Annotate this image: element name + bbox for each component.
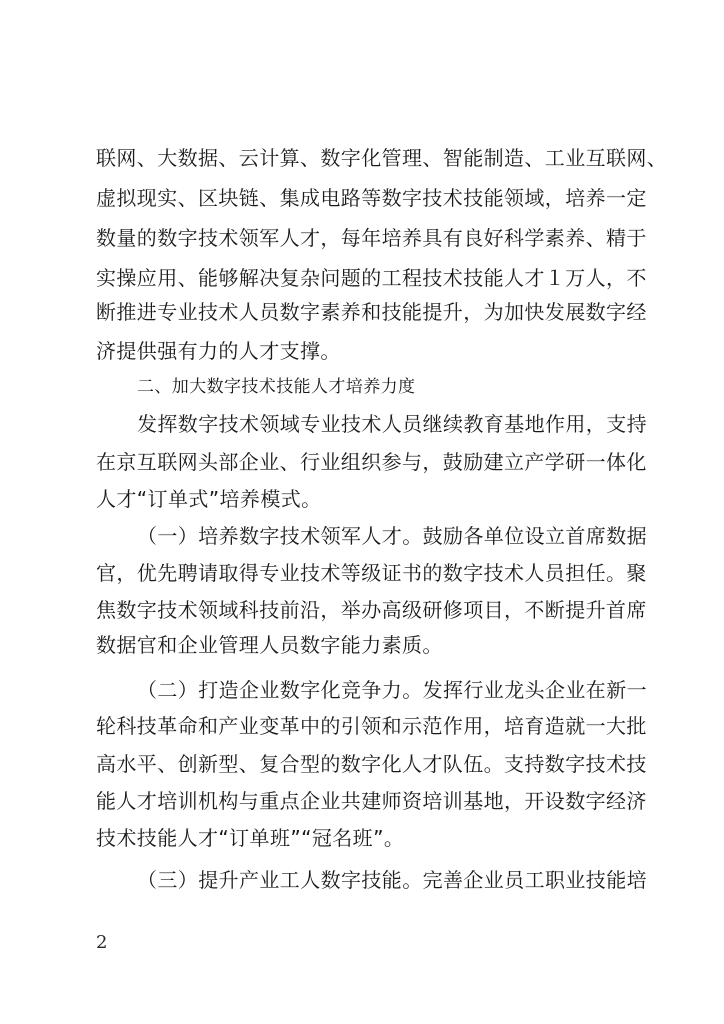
paragraph-line: 焦数字技术领域科技前沿，举办高级研修项目，不断提升首席 bbox=[96, 598, 647, 622]
paragraph-line: 人才“订单式”培养模式。 bbox=[96, 487, 322, 511]
paragraph-line: 实操应用、能够解决复杂问题的工程技术技能人才１万人，不 bbox=[96, 266, 647, 290]
paragraph-line: 虚拟现实、区块链、集成电路等数字技术技能领域，培养一定 bbox=[96, 186, 647, 210]
page-number: 2 bbox=[96, 932, 108, 953]
paragraph-line: 轮科技革命和产业变革中的引领和示范作用，培育造就一大批 bbox=[96, 714, 647, 738]
section-heading: 二、加大数字技术技能人才培养力度 bbox=[137, 377, 416, 397]
paragraph-line: 在京互联网头部企业、行业组织参与，鼓励建立产学研一体化 bbox=[96, 450, 647, 474]
paragraph-line: 济提供强有力的人才支撑。 bbox=[96, 339, 341, 363]
subsection-line: （一）培养数字技术领军人才。鼓励各单位设立首席数据 bbox=[137, 524, 647, 548]
paragraph-line: 官，优先聘请取得专业技术等级证书的数字技术人员担任。聚 bbox=[96, 561, 647, 585]
paragraph-line: 数量的数字技术领军人才，每年培养具有良好科学素养、精于 bbox=[96, 226, 647, 250]
paragraph-line: 高水平、创新型、复合型的数字化人才队伍。支持数字技术技 bbox=[96, 752, 647, 776]
subsection-line: （二）打造企业数字化竞争力。发挥行业龙头企业在新一 bbox=[137, 678, 647, 702]
paragraph-line: 发挥数字技术领域专业技术人员继续教育基地作用，支持 bbox=[137, 412, 647, 436]
paragraph-line: 联网、大数据、云计算、数字化管理、智能制造、工业互联网、 bbox=[96, 146, 668, 170]
paragraph-line: 断推进专业技术人员数字素养和技能提升，为加快发展数字经 bbox=[96, 300, 647, 324]
paragraph-line: 能人才培训机构与重点企业共建师资培训基地，开设数字经济 bbox=[96, 789, 647, 813]
subsection-line: （三）提升产业工人数字技能。完善企业员工职业技能培 bbox=[137, 868, 647, 892]
paragraph-line: 技术技能人才“订单班”“冠名班”。 bbox=[96, 826, 405, 850]
paragraph-line: 数据官和企业管理人员数字能力素质。 bbox=[96, 633, 443, 657]
